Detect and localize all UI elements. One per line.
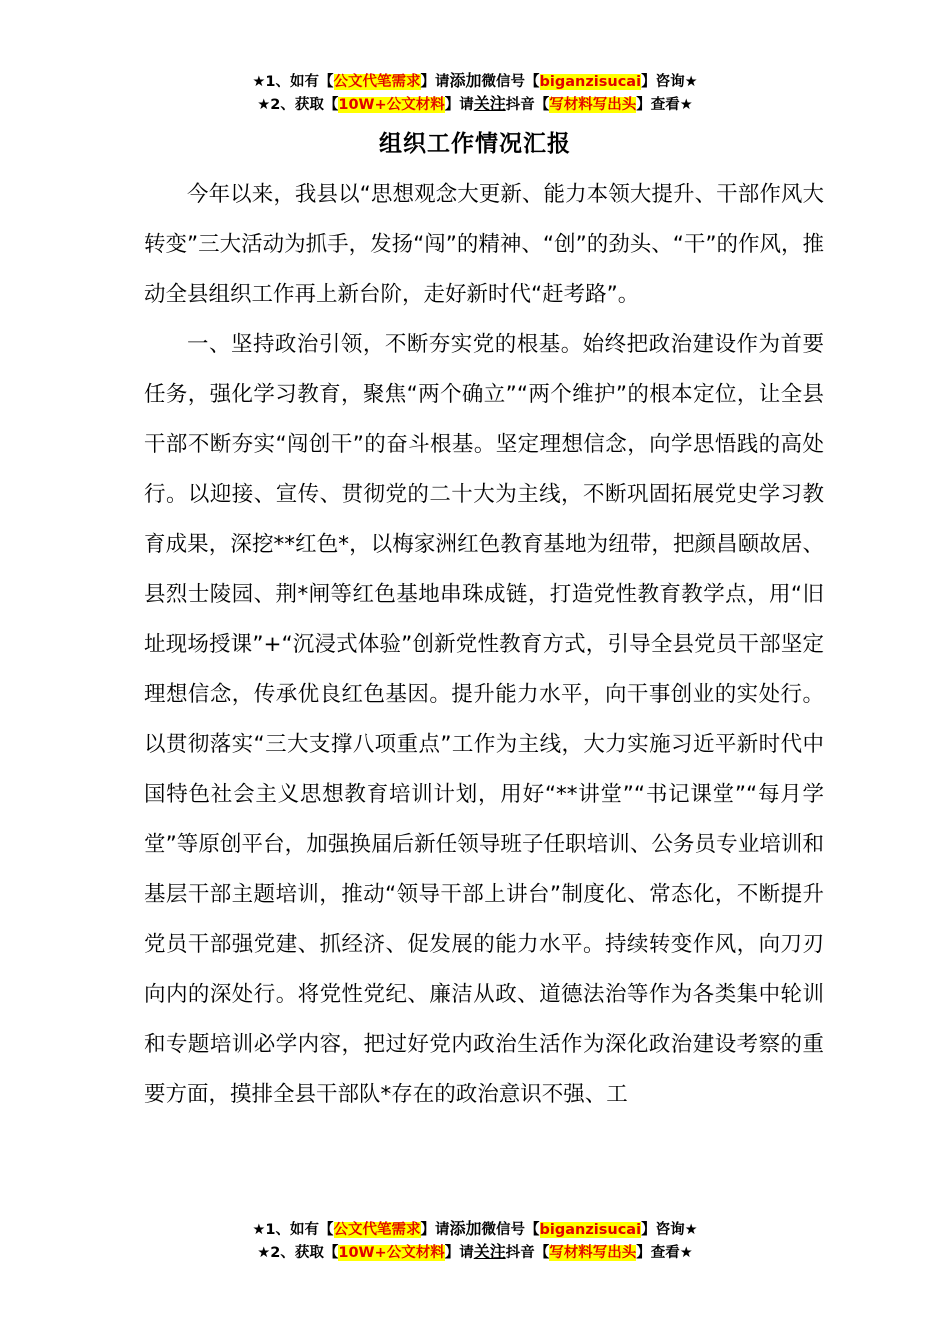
document-body <box>144 170 824 1120</box>
promo-highlight: 写材料写出头 <box>549 1245 637 1261</box>
promo-text: ★2、获取【 <box>257 97 339 113</box>
promo-text: 】请 <box>420 1222 450 1238</box>
promo-emphasis: 关注 <box>473 94 506 113</box>
promo-text: 】查看★ <box>636 1245 693 1261</box>
intro-paragraph: 今年以来，我县以“思想观念大更新、能力本领大提升、干部作风大转变”三大活动为抓手，发扬“闯”的精神、“创”的劲头、“干”的作风，推动全县组织工作再上新台阶，走好新时代“赶考路”。 <box>144 182 824 307</box>
section-one-paragraph: 一、坚持政治引领，不断夯实党的根基。始终把政治建设作为首要任务，强化学习教育，聚焦“两个确立”“两个维护”的根本定位，让全县干部不断夯实“闯创干”的奋斗根基。坚定理想信念，向学思悟践的高处行。以迎接、宣传、贯彻党的二十大为主线，不断巩固拓展党史学习教育成果，深挖**红色*，以梅家洲红色教育基地为纽带，把颜昌颐故居、县烈士陵园、荆*闸等红色基地串珠成链，打造党性教育教学点，用“旧址现场授课”+“沉浸式体验”创新党性教育方式，引导全县党员干部坚定理想信念，传承优良红色基因。提升能力水平，向干事创业的实处行。以贯彻落实“三大支撑八项重点”工作为主线，大力实施习近平新时代中国特色社会主义思想教育培训计划，用好“**讲堂”“书记课堂”“每月学堂”等原创平台，加强换届后新任领导班子任职培训、公务员专业培训和基层干部主题培训，推动“领导干部上讲台”制度化、常态化，不断提升党员干部强党建、抓经济、促发展的能力水平。持续转变作风，向刀刃向内的深处行。将党性党纪、廉洁从政、道德法治等作为各类集中轮训和专题培训必学内容，把过好党内政治生活作为深化政治建设考察的重要方面，摸排全县干部队*存在的政治意识不强、工 <box>144 332 824 1107</box>
promo-text: ★2、获取【 <box>257 1245 339 1261</box>
promo-line-2 <box>0 93 950 116</box>
promo-text: ★1、如有【 <box>252 1222 334 1238</box>
promo-text: 】请 <box>444 97 474 113</box>
promo-emphasis: 关注 <box>473 1242 506 1261</box>
promo-banner-bottom <box>0 1218 950 1264</box>
promo-highlight: 公文代笔需求 <box>333 74 421 90</box>
promo-highlight: 公文代笔需求 <box>333 1222 421 1238</box>
promo-text: ★1、如有【 <box>252 74 334 90</box>
promo-text: 】请 <box>444 1245 474 1261</box>
document-title: 组织工作情况汇报 <box>379 131 571 157</box>
promo-highlight: 写材料写出头 <box>549 97 637 113</box>
promo-highlight: 10W+公文材料 <box>338 97 445 113</box>
promo-highlight: biganzisucai <box>539 1222 642 1238</box>
promo-line-2 <box>0 1241 950 1264</box>
promo-emphasis: 添加 <box>449 1219 482 1238</box>
promo-text: 抖音【 <box>505 97 550 113</box>
promo-text: 】咨询★ <box>641 1222 698 1238</box>
promo-emphasis: 添加 <box>449 71 482 90</box>
promo-line-1 <box>0 1218 950 1241</box>
promo-text: 微信号【 <box>481 74 540 90</box>
promo-text: 】咨询★ <box>641 74 698 90</box>
promo-highlight: 10W+公文材料 <box>338 1245 445 1261</box>
promo-text: 】查看★ <box>636 97 693 113</box>
promo-line-1 <box>0 70 950 93</box>
promo-banner-top <box>0 70 950 116</box>
promo-text: 】请 <box>420 74 450 90</box>
promo-text: 微信号【 <box>481 1222 540 1238</box>
promo-text: 抖音【 <box>505 1245 550 1261</box>
promo-highlight: biganzisucai <box>539 74 642 90</box>
